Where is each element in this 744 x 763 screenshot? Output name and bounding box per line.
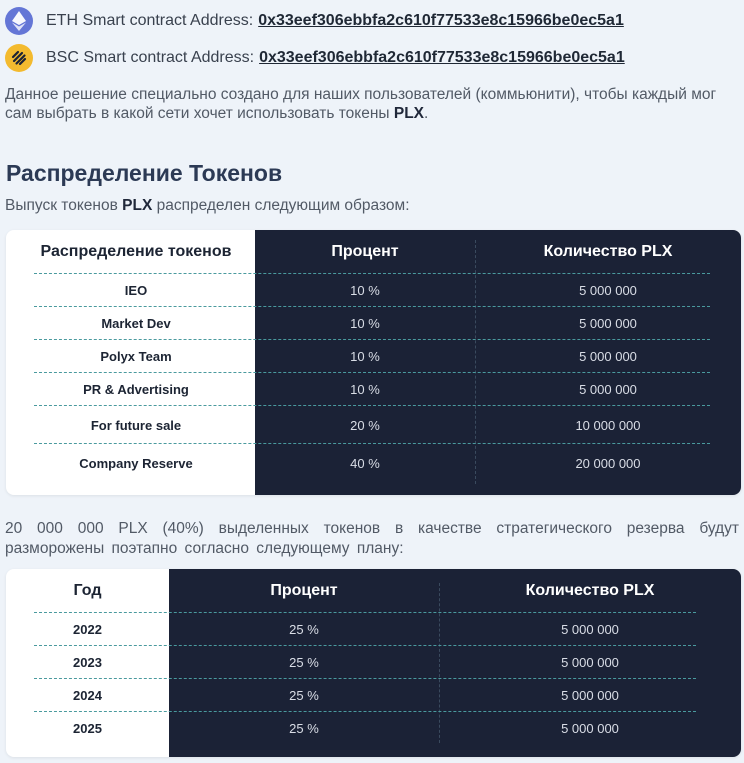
allocation-name: PR & Advertising [83,382,189,397]
allocation-amount: 5 000 000 [579,283,637,298]
column-header: Процент [331,242,399,260]
unlock-year: 2025 [73,721,102,736]
allocation-amount: 5 000 000 [579,316,637,331]
eth-contract-row [5,6,624,36]
unlock-amount: 5 000 000 [561,721,619,736]
unlock-year: 2023 [73,655,102,670]
table-row [6,646,741,679]
table-row [6,444,741,483]
table-row [6,679,741,712]
bsc-contract-label: BSC Smart contract Address: [46,49,255,66]
unlock-amount: 5 000 000 [561,622,619,637]
intro-paragraph [5,85,739,123]
reserve-paragraph: 20 000 000 PLX (40%) выделенных токенов в качестве стратегического резерва будут разморожены поэтапно согласно следующему плану: [5,520,739,557]
table-row [6,373,741,406]
allocation-percent: 40 % [350,456,380,471]
table-row [6,406,741,444]
distribution-subtitle [5,197,410,215]
subtitle-text-end: распределен следующим образом: [152,197,410,214]
unlock-year: 2022 [73,622,102,637]
allocation-percent: 10 % [350,382,380,397]
table-row [6,274,741,307]
unlock-amount: 5 000 000 [561,688,619,703]
table-header [6,569,741,612]
intro-token: PLX [393,105,425,122]
allocation-percent: 10 % [350,283,380,298]
column-header: Год [73,581,102,599]
table-row [6,307,741,340]
bsc-contract-address-link[interactable]: 0x33eef306ebbfa2c610f77533e8c15966be0ec5a1 [259,49,625,66]
table-row [6,712,741,745]
allocation-percent: 20 % [350,417,380,433]
allocation-percent: 10 % [350,316,380,331]
reserve-table [6,569,741,757]
ethereum-icon [5,7,33,35]
allocation-amount: 5 000 000 [579,382,637,397]
allocation-name: Polyx Team [100,349,172,364]
table-row [6,340,741,373]
allocation-name: Market Dev [101,316,171,331]
allocation-percent: 10 % [350,349,380,364]
subtitle-text: Выпуск токенов [5,197,123,214]
table-row [6,613,741,646]
column-header: Количество PLX [543,242,673,260]
unlock-percent: 25 % [289,688,319,703]
binance-icon [5,44,33,72]
column-header: Процент [270,581,338,599]
eth-contract-label: ETH Smart contract Address: [46,12,254,29]
column-header: Количество PLX [525,581,655,599]
distribution-table [6,230,741,495]
distribution-heading: Распределение Токенов [6,160,283,186]
unlock-percent: 25 % [289,655,319,670]
eth-contract-address-link[interactable]: 0x33eef306ebbfa2c610f77533e8c15966be0ec5a1 [258,12,624,29]
allocation-amount: 20 000 000 [575,456,641,471]
subtitle-token: PLX [122,197,153,214]
unlock-percent: 25 % [289,721,319,736]
intro-text-end: . [424,105,429,122]
allocation-amount: 5 000 000 [579,349,637,364]
unlock-percent: 25 % [289,622,319,637]
allocation-name: For future sale [90,417,182,433]
allocation-name: IEO [124,283,148,298]
unlock-amount: 5 000 000 [561,655,619,670]
intro-text: Данное решение специально создано для наших пользователей (коммьюнити), чтобы каждый мог сам выбрать в какой сети хочет использовать токены [5,86,717,122]
table-header [6,230,741,273]
column-header: Распределение токенов [40,242,232,260]
allocation-name: Company Reserve [79,456,193,471]
allocation-amount: 10 000 000 [575,417,641,433]
bsc-contract-row [5,43,625,73]
unlock-year: 2024 [73,688,102,703]
